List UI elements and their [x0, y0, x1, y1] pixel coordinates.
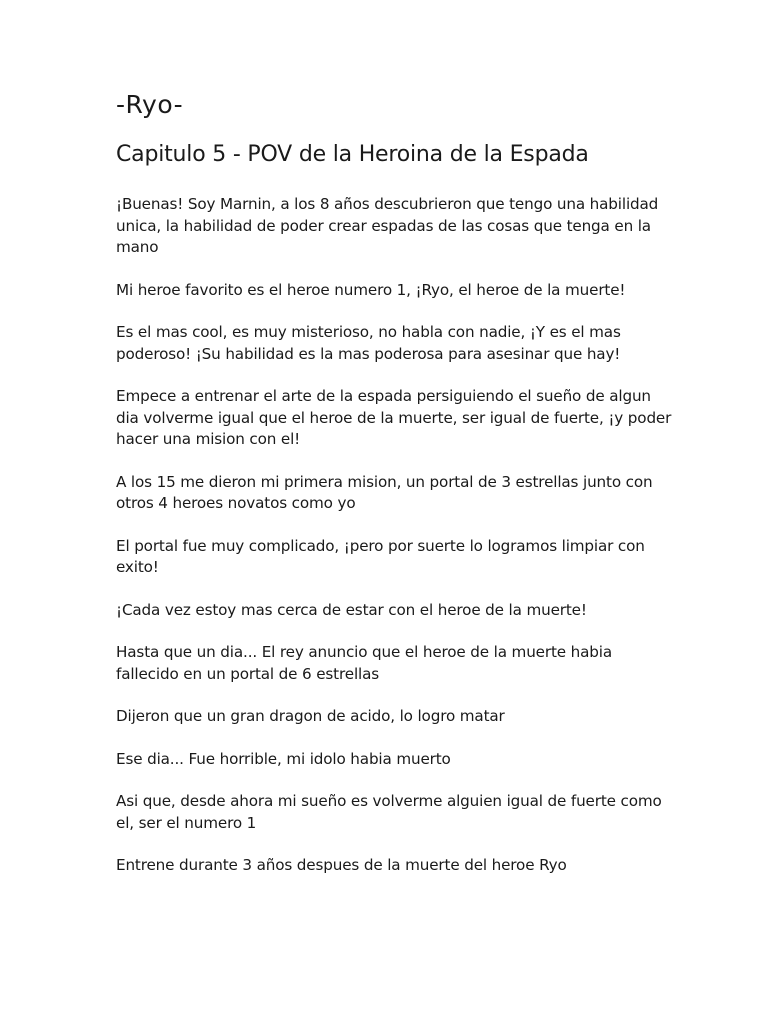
- paragraph: Dijeron que un gran dragon de acido, lo logro matar: [116, 707, 505, 725]
- paragraph: Ese dia... Fue horrible, mi idolo habia muerto: [116, 749, 451, 768]
- paragraph: Entrene durante 3 años despues de la muerte del heroe Ryo: [116, 856, 567, 874]
- paragraph: Asi que, desde ahora mi sueño es volverme alguien igual de fuerte como el, ser el numero 1: [116, 792, 662, 832]
- paragraph: Hasta que un dia... El rey anuncio que el heroe de la muerte habia fallecido en un portal de 6 estrellas: [116, 643, 612, 683]
- document-page: [116, 88, 676, 898]
- paragraph: A los 15 me dieron mi primera mision, un portal de 3 estrellas junto con otros 4 heroes novatos como yo: [116, 472, 653, 512]
- author-heading: -Ryo-: [116, 90, 184, 119]
- paragraph: Mi heroe favorito es el heroe numero 1, ¡Ryo, el heroe de la muerte!: [116, 280, 626, 299]
- paragraph: Empece a entrenar el arte de la espada persiguiendo el sueño de algun dia volverme igual que el heroe de la muerte, ser igual de fuerte, ¡y poder hacer una mision con el!: [116, 387, 672, 448]
- paragraph: ¡Cada vez estoy mas cerca de estar con el heroe de la muerte!: [116, 600, 587, 619]
- paragraph: El portal fue muy complicado, ¡pero por suerte lo logramos limpiar con exito!: [116, 536, 645, 576]
- paragraph: Es el mas cool, es muy misterioso, no habla con nadie, ¡Y es el mas poderoso! ¡Su habilidad es la mas poderosa para asesinar que hay!: [116, 323, 621, 363]
- paragraph: ¡Buenas! Soy Marnin, a los 8 años descubrieron que tengo una habilidad unica, la habilidad de poder crear espadas de las cosas que tenga en la mano: [116, 195, 659, 256]
- chapter-title: Capitulo 5 - POV de la Heroina de la Espada: [116, 142, 589, 167]
